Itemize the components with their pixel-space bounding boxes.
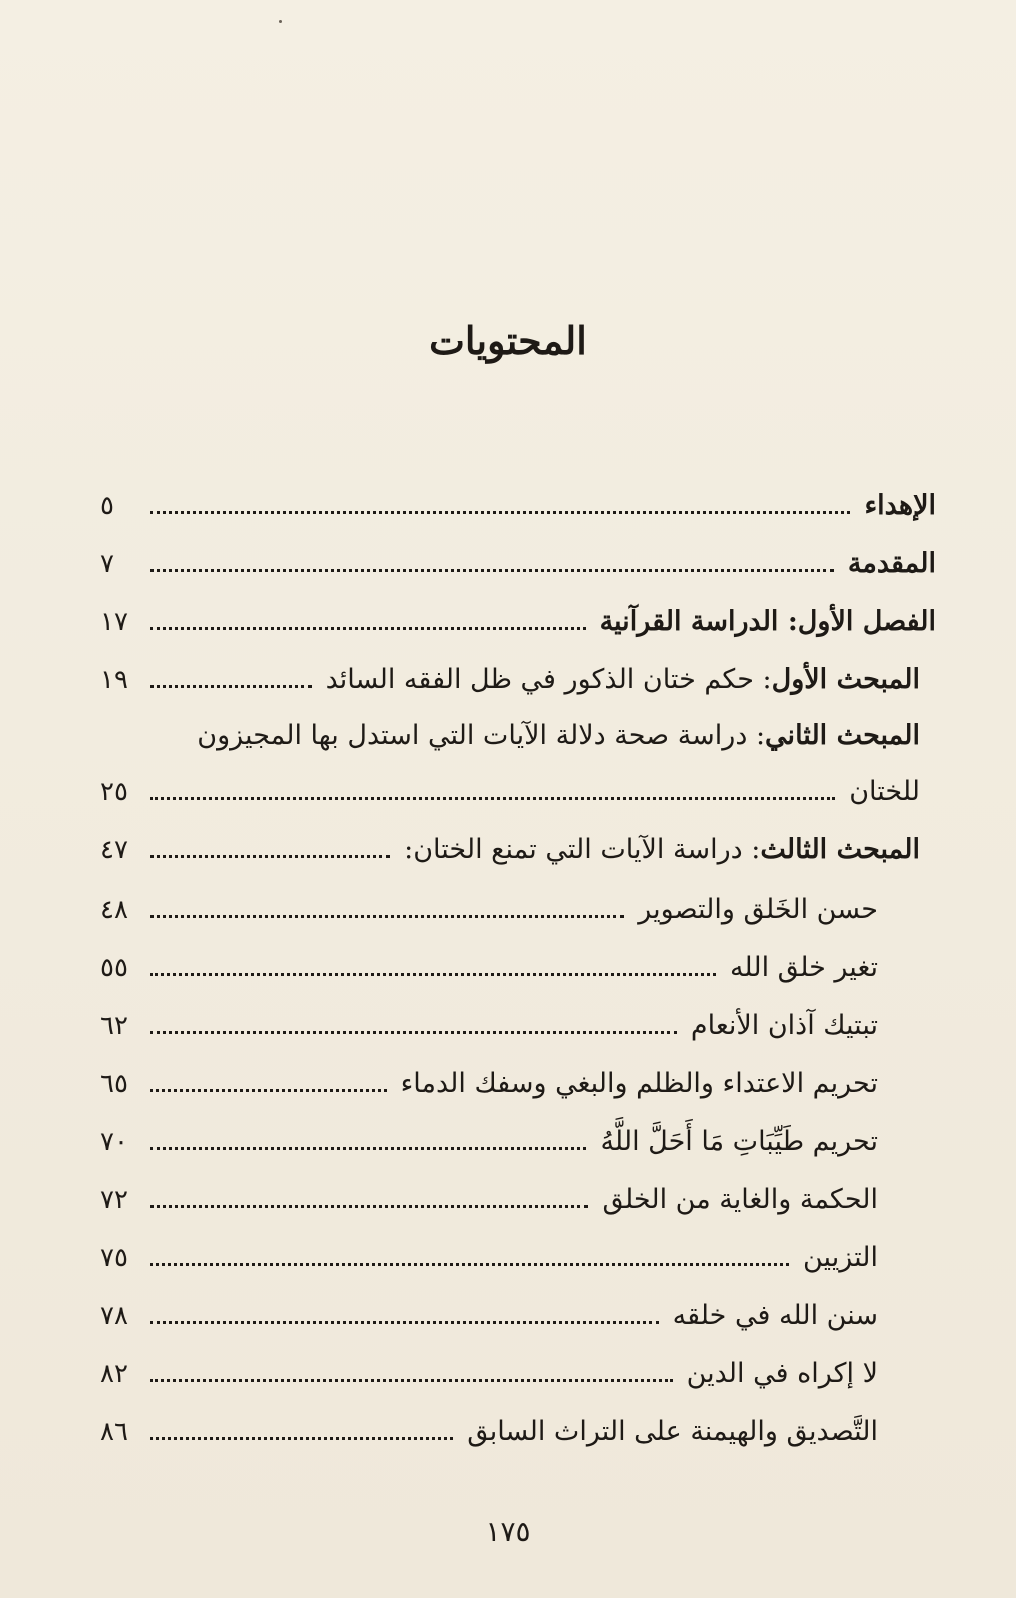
section-title: : حكم ختان الذكور في ظل الفقه السائد [325, 663, 772, 695]
toc-entry-label [404, 834, 920, 866]
dot-leader [150, 1263, 789, 1266]
dot-leader [150, 797, 835, 800]
toc-entry-label: حسن الخَلق والتصوير [638, 893, 878, 925]
toc-entry-sub-6[interactable] [100, 1172, 878, 1216]
toc-entry-page: ٧٠ [100, 1126, 128, 1157]
toc-entry-page: ١٧ [100, 606, 128, 637]
toc-entry-page: ٤٧ [100, 834, 128, 865]
dot-leader [150, 1379, 673, 1382]
toc-entry-page: ٢٥ [100, 776, 128, 807]
toc-entry-sub-10[interactable] [100, 1404, 878, 1448]
toc-entry-label-continuation: للختان [849, 775, 920, 807]
toc-entry-section-2-continuation[interactable] [100, 764, 920, 808]
toc-entry-label: التَّصديق والهيمنة على التراث السابق [467, 1415, 878, 1447]
dot-leader [150, 1147, 586, 1150]
dot-leader [150, 1089, 387, 1092]
toc-entry-page: ٦٢ [100, 1010, 128, 1041]
dot-leader [150, 1321, 659, 1324]
toc-entry-page: ٨٦ [100, 1416, 128, 1447]
toc-entry-sub-4[interactable] [100, 1056, 878, 1100]
toc-entry-label: الحكمة والغاية من الخلق [602, 1183, 878, 1215]
toc-entry-page: ٤٨ [100, 894, 128, 925]
section-heading: المبحث الثالث [760, 833, 920, 865]
toc-entry-sub-9[interactable] [100, 1346, 878, 1390]
toc-entry-label: الإهداء [864, 489, 936, 521]
dot-leader [150, 569, 834, 572]
toc-entry-section-1[interactable] [100, 652, 920, 696]
toc-entry-label: التزيين [803, 1241, 878, 1273]
toc-entry-page: ٨٢ [100, 1358, 128, 1389]
toc-entry-ihdaa[interactable] [100, 478, 936, 522]
section-title: : دراسة الآيات التي تمنع الختان: [404, 833, 761, 865]
toc-entry-label: المقدمة [847, 547, 936, 579]
dot-leader [150, 973, 716, 976]
toc-entry-label: تبتيك آذان الأنعام [690, 1009, 878, 1041]
dot-leader [150, 855, 390, 858]
dot-leader [150, 685, 312, 688]
dot-leader [150, 1031, 677, 1034]
page-title: المحتويات [429, 318, 587, 363]
toc-entry-sub-3[interactable] [100, 998, 878, 1042]
toc-entry-sub-8[interactable] [100, 1288, 878, 1332]
toc-entry-label: تحريم الاعتداء والظلم والبغي وسفك الدماء [400, 1067, 878, 1099]
toc-entry-section-3[interactable] [100, 822, 920, 866]
toc-entry-section-2[interactable] [100, 708, 920, 752]
page-number: ١٧٥ [485, 1515, 531, 1548]
toc-entry-page: ٥٥ [100, 952, 128, 983]
toc-entry-page: ٦٥ [100, 1068, 128, 1099]
toc-entry-page: ٥ [100, 490, 114, 521]
toc-entry-label: تحريم طَيِّبَاتِ مَا أَحَلَّ اللَّهُ [600, 1125, 878, 1157]
toc-entry-label [326, 664, 920, 696]
dot-leader [150, 1437, 453, 1440]
toc-entry-label: تغير خلق الله [729, 951, 878, 983]
toc-entry-sub-2[interactable] [100, 940, 878, 984]
section-title: : دراسة صحة دلالة الآيات التي استدل بها المجيزون [197, 719, 766, 751]
toc-entry-sub-1[interactable] [100, 882, 878, 926]
toc-entry-muqaddima[interactable] [100, 536, 936, 580]
section-heading: المبحث الثاني [765, 719, 920, 751]
dot-leader [150, 1205, 588, 1208]
toc-entry-label [197, 720, 920, 752]
toc-entry-chapter-1[interactable] [100, 594, 936, 638]
toc-entry-label: الفصل الأول: الدراسة القرآنية [599, 605, 936, 637]
toc-entry-page: ٧٥ [100, 1242, 128, 1273]
section-heading: المبحث الأول [771, 663, 920, 695]
toc-entry-sub-5[interactable] [100, 1114, 878, 1158]
toc-entry-page: ٧٢ [100, 1184, 128, 1215]
toc-entry-label: لا إكراه في الدين [686, 1357, 878, 1389]
toc-entry-label: سنن الله في خلقه [672, 1299, 878, 1331]
toc-entry-page: ٧ [100, 548, 114, 579]
toc-entry-page: ٧٨ [100, 1300, 128, 1331]
dot-leader [150, 627, 586, 630]
toc-entry-page: ١٩ [100, 664, 128, 695]
dot-leader [150, 915, 624, 918]
dot-leader [150, 511, 850, 514]
toc-entry-sub-7[interactable] [100, 1230, 878, 1274]
